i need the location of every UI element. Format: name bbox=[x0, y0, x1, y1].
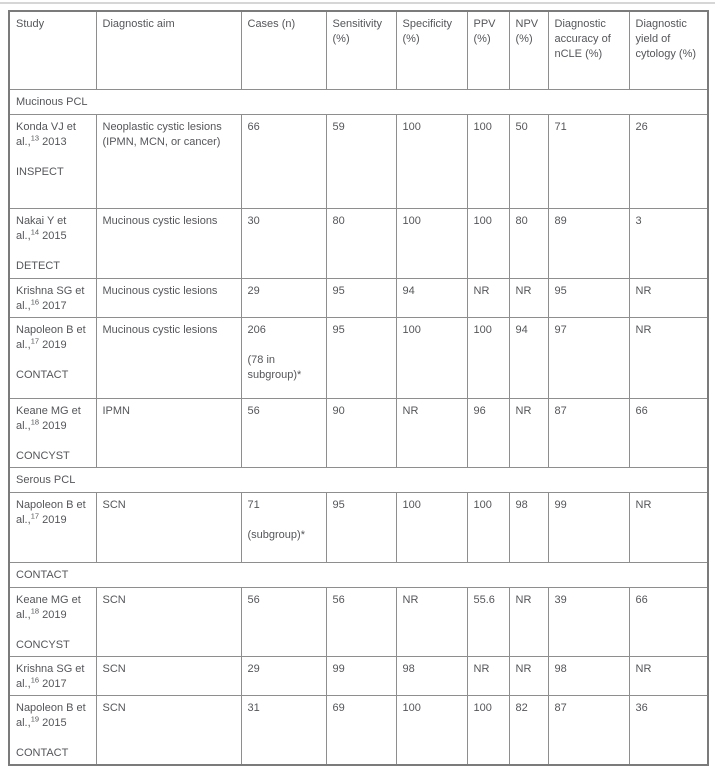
accuracy-cell: 95 bbox=[548, 278, 629, 317]
table-row bbox=[9, 656, 708, 695]
cytology-yield-cell: NR bbox=[629, 492, 708, 562]
cases-cell: 66 bbox=[241, 114, 326, 208]
study-year: 2017 bbox=[42, 677, 67, 690]
specificity-cell: 100 bbox=[396, 208, 467, 278]
sensitivity-cell: 99 bbox=[326, 656, 396, 695]
cases-cell: 29 bbox=[241, 278, 326, 317]
reference-superscript: 13 bbox=[30, 132, 40, 142]
reference-superscript: 16 bbox=[30, 296, 40, 306]
cytology-yield-cell: NR bbox=[629, 656, 708, 695]
reference-superscript: 17 bbox=[30, 335, 40, 345]
study-citation bbox=[16, 498, 90, 528]
ppv-cell: 100 bbox=[467, 492, 509, 562]
accuracy-cell: 71 bbox=[548, 114, 629, 208]
npv-cell: 50 bbox=[509, 114, 548, 208]
study-citation bbox=[16, 214, 90, 244]
trial-name: CONCYST bbox=[16, 638, 70, 651]
specificity-cell: 100 bbox=[396, 492, 467, 562]
npv-cell: 82 bbox=[509, 695, 548, 765]
study-authors: Napoleon B et al., bbox=[16, 701, 86, 729]
aim-cell: SCN bbox=[96, 695, 241, 765]
cases-value: 71 bbox=[247, 498, 260, 511]
cytology-yield-cell: 66 bbox=[629, 587, 708, 656]
specificity-cell: 100 bbox=[396, 114, 467, 208]
study-cell bbox=[9, 656, 96, 695]
study-year: 2019 bbox=[42, 513, 67, 526]
ppv-cell: 100 bbox=[467, 114, 509, 208]
cases-cell: 56 bbox=[241, 398, 326, 467]
study-authors: Krishna SG et al., bbox=[16, 284, 85, 312]
specificity-cell: NR bbox=[396, 398, 467, 467]
npv-cell: NR bbox=[509, 587, 548, 656]
npv-cell: 80 bbox=[509, 208, 548, 278]
aim-cell: IPMN bbox=[96, 398, 241, 467]
table-row bbox=[9, 317, 708, 398]
aim-cell: SCN bbox=[96, 492, 241, 562]
col-header-cases: Cases (n) bbox=[241, 11, 326, 89]
section-label: Mucinous PCL bbox=[9, 89, 708, 114]
col-header-sensitivity: Sensitivity (%) bbox=[326, 11, 396, 89]
table-row bbox=[9, 695, 708, 765]
table-row bbox=[9, 278, 708, 317]
cases-subgroup-note: (78 in subgroup)* bbox=[247, 353, 302, 381]
table-row bbox=[9, 398, 708, 467]
study-authors: Krishna SG et al., bbox=[16, 662, 85, 690]
trial-row-contact bbox=[9, 562, 708, 587]
cases-cell: 30 bbox=[241, 208, 326, 278]
sensitivity-cell: 95 bbox=[326, 278, 396, 317]
aim-cell: Mucinous cystic lesions bbox=[96, 278, 241, 317]
study-cell bbox=[9, 587, 96, 656]
cases-subgroup-note: (subgroup)* bbox=[247, 528, 305, 541]
reference-superscript: 14 bbox=[30, 226, 40, 236]
section-row-mucinous bbox=[9, 89, 708, 114]
study-authors: Napoleon B et al., bbox=[16, 323, 86, 351]
npv-cell: 98 bbox=[509, 492, 548, 562]
ppv-cell: 100 bbox=[467, 317, 509, 398]
sensitivity-cell: 80 bbox=[326, 208, 396, 278]
accuracy-cell: 97 bbox=[548, 317, 629, 398]
nclé-diagnostic-results-table bbox=[8, 10, 709, 766]
study-citation bbox=[16, 404, 90, 434]
study-authors: Keane MG et al., bbox=[16, 593, 81, 621]
trial-name: INSPECT bbox=[16, 165, 64, 178]
study-citation bbox=[16, 284, 90, 314]
ppv-cell: NR bbox=[467, 278, 509, 317]
study-year: 2017 bbox=[42, 299, 67, 312]
col-header-specificity: Specificity (%) bbox=[396, 11, 467, 89]
accuracy-cell: 87 bbox=[548, 398, 629, 467]
accuracy-cell: 98 bbox=[548, 656, 629, 695]
cytology-yield-cell: 3 bbox=[629, 208, 708, 278]
study-cell bbox=[9, 492, 96, 562]
cytology-yield-cell: NR bbox=[629, 278, 708, 317]
cases-cell: 56 bbox=[241, 587, 326, 656]
ppv-cell: NR bbox=[467, 656, 509, 695]
aim-cell: Mucinous cystic lesions bbox=[96, 208, 241, 278]
study-citation bbox=[16, 701, 90, 731]
sensitivity-cell: 90 bbox=[326, 398, 396, 467]
table-row bbox=[9, 208, 708, 278]
npv-cell: 94 bbox=[509, 317, 548, 398]
study-authors: Keane MG et al., bbox=[16, 404, 81, 432]
sensitivity-cell: 59 bbox=[326, 114, 396, 208]
study-authors: Napoleon B et al., bbox=[16, 498, 86, 526]
sensitivity-cell: 95 bbox=[326, 492, 396, 562]
specificity-cell: 100 bbox=[396, 317, 467, 398]
cases-cell: 31 bbox=[241, 695, 326, 765]
col-header-accuracy: Diagnostic accuracy of nCLE (%) bbox=[548, 11, 629, 89]
study-citation bbox=[16, 662, 90, 692]
col-header-ppv: PPV (%) bbox=[467, 11, 509, 89]
npv-cell: NR bbox=[509, 656, 548, 695]
section-label: Serous PCL bbox=[9, 467, 708, 492]
col-header-npv: NPV (%) bbox=[509, 11, 548, 89]
npv-cell: NR bbox=[509, 278, 548, 317]
aim-cell: Mucinous cystic lesions bbox=[96, 317, 241, 398]
col-header-cytology-yield: Diagnostic yield of cytology (%) bbox=[629, 11, 708, 89]
sensitivity-cell: 56 bbox=[326, 587, 396, 656]
col-header-diagnostic-aim: Diagnostic aim bbox=[96, 11, 241, 89]
trial-name: CONTACT bbox=[16, 746, 69, 759]
study-cell bbox=[9, 398, 96, 467]
ppv-cell: 100 bbox=[467, 695, 509, 765]
study-year: 2015 bbox=[42, 716, 67, 729]
study-cell bbox=[9, 278, 96, 317]
study-year: 2013 bbox=[42, 135, 67, 148]
ppv-cell: 96 bbox=[467, 398, 509, 467]
specificity-cell: 100 bbox=[396, 695, 467, 765]
study-year: 2015 bbox=[42, 229, 67, 242]
cases-value: 206 bbox=[247, 323, 266, 336]
study-citation bbox=[16, 323, 90, 353]
reference-superscript: 18 bbox=[30, 416, 40, 426]
accuracy-cell: 39 bbox=[548, 587, 629, 656]
table-row bbox=[9, 587, 708, 656]
study-cell bbox=[9, 208, 96, 278]
header-row bbox=[9, 11, 708, 89]
cases-cell bbox=[241, 492, 326, 562]
reference-superscript: 16 bbox=[30, 674, 40, 684]
cases-cell bbox=[241, 317, 326, 398]
accuracy-cell: 99 bbox=[548, 492, 629, 562]
trial-name: CONTACT bbox=[16, 368, 69, 381]
aim-cell: SCN bbox=[96, 656, 241, 695]
top-divider-rule bbox=[0, 2, 715, 4]
study-citation bbox=[16, 120, 90, 150]
trial-name: CONCYST bbox=[16, 449, 70, 462]
study-cell bbox=[9, 695, 96, 765]
cases-cell: 29 bbox=[241, 656, 326, 695]
specificity-cell: 98 bbox=[396, 656, 467, 695]
col-header-study: Study bbox=[9, 11, 96, 89]
study-cell bbox=[9, 317, 96, 398]
section-row-serous bbox=[9, 467, 708, 492]
table-row bbox=[9, 114, 708, 208]
aim-cell: SCN bbox=[96, 587, 241, 656]
trial-name: DETECT bbox=[16, 259, 60, 272]
specificity-cell: 94 bbox=[396, 278, 467, 317]
sensitivity-cell: 69 bbox=[326, 695, 396, 765]
accuracy-cell: 87 bbox=[548, 695, 629, 765]
cytology-yield-cell: 66 bbox=[629, 398, 708, 467]
study-authors: Konda VJ et al., bbox=[16, 120, 76, 148]
ppv-cell: 55.6 bbox=[467, 587, 509, 656]
cytology-yield-cell: NR bbox=[629, 317, 708, 398]
study-year: 2019 bbox=[42, 608, 67, 621]
accuracy-cell: 89 bbox=[548, 208, 629, 278]
reference-superscript: 19 bbox=[30, 713, 40, 723]
npv-cell: NR bbox=[509, 398, 548, 467]
trial-name: CONTACT bbox=[9, 562, 708, 587]
study-citation bbox=[16, 593, 90, 623]
study-authors: Nakai Y et al., bbox=[16, 214, 67, 242]
reference-superscript: 18 bbox=[30, 605, 40, 615]
ppv-cell: 100 bbox=[467, 208, 509, 278]
specificity-cell: NR bbox=[396, 587, 467, 656]
cytology-yield-cell: 26 bbox=[629, 114, 708, 208]
reference-superscript: 17 bbox=[30, 510, 40, 520]
table-row bbox=[9, 492, 708, 562]
cytology-yield-cell: 36 bbox=[629, 695, 708, 765]
study-year: 2019 bbox=[42, 338, 67, 351]
sensitivity-cell: 95 bbox=[326, 317, 396, 398]
study-year: 2019 bbox=[42, 419, 67, 432]
aim-cell: Neoplastic cystic lesions (IPMN, MCN, or cancer) bbox=[96, 114, 241, 208]
study-cell bbox=[9, 114, 96, 208]
